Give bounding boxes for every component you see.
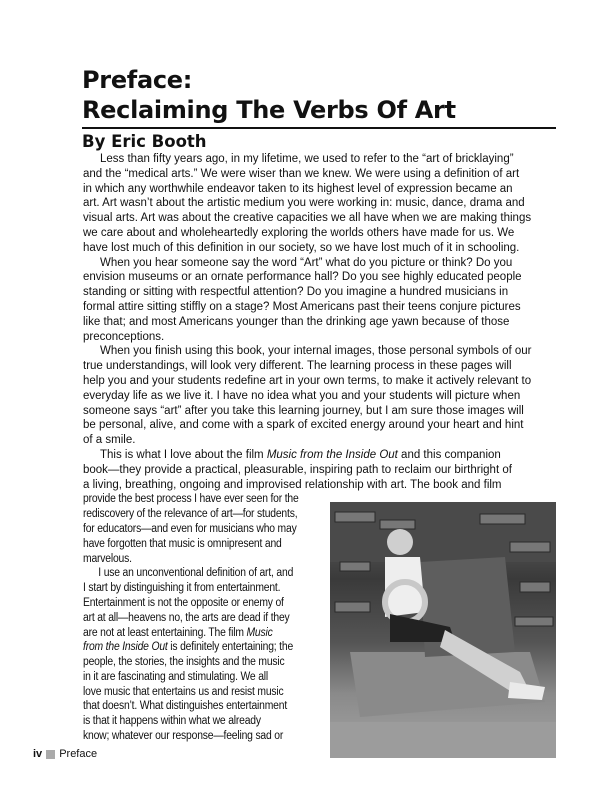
text-line: is that it happens within what we already [83, 715, 261, 728]
text-line: I start by distinguishing it from entertainment. [83, 582, 281, 595]
title-rule [82, 127, 556, 129]
text-line: people, the stories, the insights and the music [83, 656, 285, 669]
text-line: and the “medical arts.” We were wiser than we knew. We were using a definition of art [83, 167, 520, 180]
film-title: from the Inside Out [83, 641, 168, 654]
page-footer [33, 748, 97, 760]
text-line: of a smile. [83, 434, 136, 447]
text-segment: and this companion [397, 448, 501, 461]
text-segment: This is what I love about the film [100, 448, 267, 461]
text-line: a living, breathing, ongoing and improvised relationship with art. The book and film [83, 478, 502, 491]
text-line: I use an unconventional definition of art, and [98, 567, 294, 580]
text-line: rediscovery of the relevance of art—for students, [83, 508, 298, 521]
text-line: that doesn’t. What distinguishes entertainment [83, 700, 288, 713]
text-line: book—they provide a practical, pleasurable, inspiring path to reclaim our birthright of [83, 463, 512, 476]
text-line: have lost much of this definition in our society, so we have lost much of it in schooling. [83, 241, 520, 254]
square-bullet-icon [46, 750, 55, 759]
page-title: Reclaiming The Verbs Of Art [82, 96, 456, 124]
text-line: in it are fascinating and stimulating. We all [83, 670, 269, 683]
text-line: preconceptions. [83, 330, 165, 343]
text-line: When you finish using this book, your internal images, those personal symbols of our [100, 345, 532, 358]
text-line: for educators—and even for musicians who may [83, 522, 297, 535]
text-line: envision museums or an ornate performance hall? Do you see highly educated people [83, 271, 522, 284]
text-segment: are not at least entertaining. The film [83, 626, 247, 639]
text-line: art at all—heavens no, the arts are dead if they [83, 611, 290, 624]
text-line: everyday life as we live it. I have no idea what you and your students will picture when [83, 389, 521, 402]
text-line: Less than fifty years ago, in my lifetime, we used to refer to the “art of bricklaying” [100, 153, 514, 165]
preface-heading: Preface: [82, 66, 193, 94]
text-line [83, 626, 273, 641]
page-number: iv [33, 748, 43, 760]
text-line: formal attire sitting stiffly on a stage? Most Americans past their teens conjure pictures [83, 300, 521, 313]
text-line [83, 640, 293, 655]
text-line: know; whatever our response—feeling sad or [83, 730, 284, 743]
text-line: love music that entertains us and resist music [83, 685, 284, 698]
text-line: help you and your students redefine art in your own terms, to make it actively relevant to [83, 374, 532, 387]
film-title: Music from the Inside Out [266, 448, 398, 461]
text-line: someone says “art” after you take this learning journey, but I am sure those images will [83, 404, 524, 417]
film-title: Music [246, 626, 273, 639]
text-line: When you hear someone say the word “Art” what do you picture or think? Do you [100, 256, 513, 269]
text-line [83, 448, 501, 463]
byline: By Eric Booth [82, 132, 207, 151]
photo-man-with-french-horn [330, 502, 556, 758]
text-line: standing or sitting with respectful attention? Do you imagine a hundred musicians in [83, 286, 509, 299]
footer-section: Preface [59, 748, 98, 760]
text-line: true understandings, will look very different. The learning process in these pages will [83, 360, 512, 373]
text-line: like that; and most Americans younger than the drinking age yawn because of those [83, 315, 510, 328]
text-line: visual arts. Art was about the creative capacities we all have when we are making things [83, 212, 532, 225]
text-line: in which any worthwhile endeavor taken to its highest level of expression became an [83, 182, 513, 195]
text-line: have forgotten that music is omnipresent and [83, 537, 282, 550]
text-line: Entertainment is not the opposite or enemy of [83, 596, 284, 609]
text-line: marvelous. [83, 552, 132, 565]
text-line: art. Art wasn’t about the artistic medium you were working in: music, dance, drama and [83, 197, 525, 210]
text-line: provide the best process I have ever seen for the [83, 493, 299, 506]
text-line: be personal, alive, and come with a spark of excited energy around your heart and hint [83, 419, 524, 432]
text-line: we care about and wholeheartedly exploring the worlds others have made for us. We [83, 226, 515, 239]
text-segment: is definitely entertaining; the [167, 641, 294, 654]
